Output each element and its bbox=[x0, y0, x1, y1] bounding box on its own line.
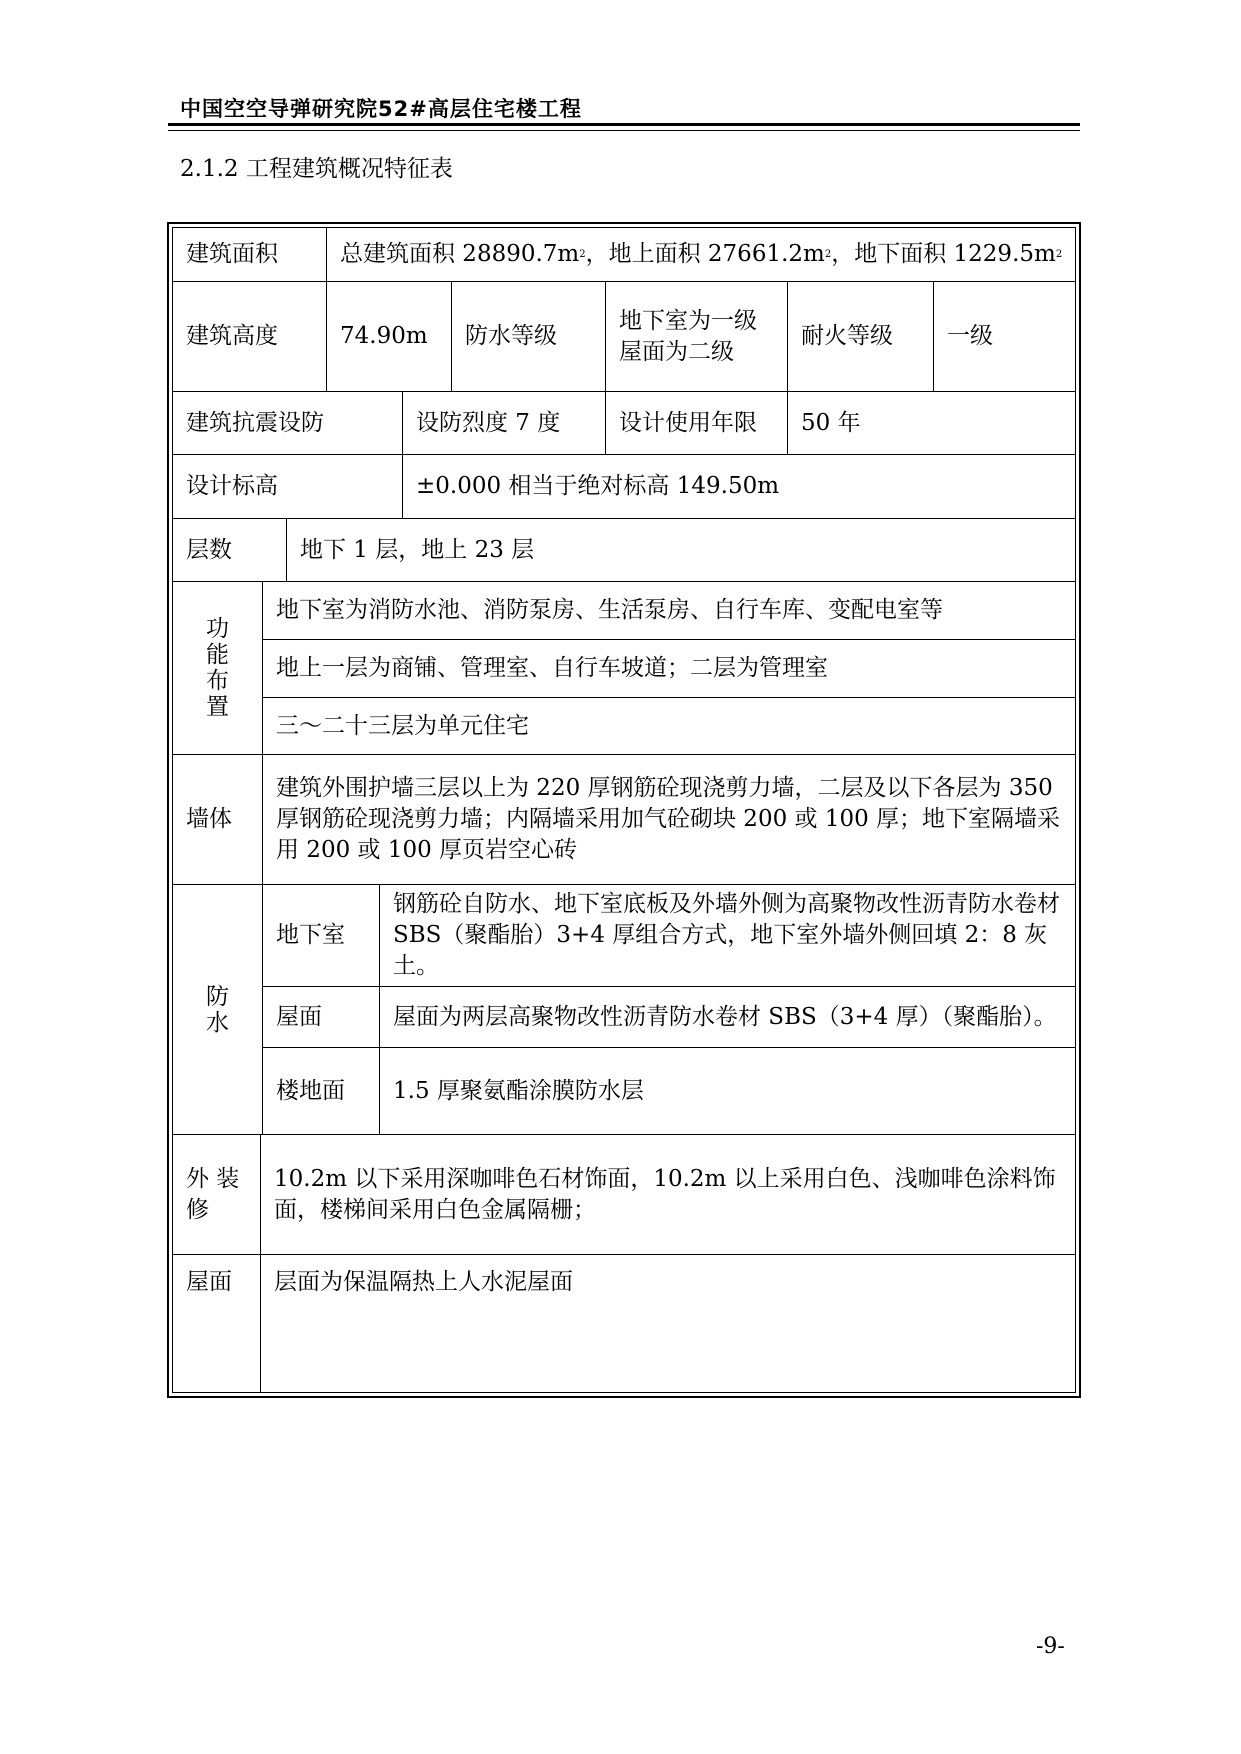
fire-grade-value: 一级 bbox=[933, 281, 1076, 392]
wall-value: 建筑外围护墙三层以上为 220 厚钢筋砼现浇剪力墙，二层及以下各层为 350 厚钢筋砼现浇剪力墙；内隔墙采用加气砼砌块 200 或 100 厚；地下室隔墙采用 200 或 100 厚页岩空心砖 bbox=[262, 754, 1076, 885]
design-life-label: 设计使用年限 bbox=[605, 391, 788, 455]
seismic-label: 建筑抗震设防 bbox=[172, 391, 403, 455]
floors-value: 地下 1 层，地上 23 层 bbox=[286, 518, 1076, 582]
header-rule-thick bbox=[168, 123, 1080, 126]
waterproofing-roof-value: 屋面为两层高聚物改性沥青防水卷材 SBS（3+4 厚）（聚酯胎）。 bbox=[379, 986, 1076, 1048]
wall-label: 墙体 bbox=[172, 754, 263, 885]
waterproofing-basement-label: 地下室 bbox=[262, 884, 380, 987]
facade-label-text: 外 装 修 bbox=[186, 1165, 240, 1223]
facade-value: 10.2m 以下采用深咖啡色石材饰面，10.2m 以上采用白色、浅咖啡色涂料饰面，楼梯间采用白色金属隔栅； bbox=[260, 1134, 1076, 1255]
area-label: 建筑面积 bbox=[172, 227, 327, 282]
seismic-intensity: 设防烈度 7 度 bbox=[402, 391, 606, 455]
area-below: ，地下面积 1229.5m bbox=[831, 241, 1056, 267]
height-label: 建筑高度 bbox=[172, 281, 327, 392]
waterproofing-floor-label: 楼地面 bbox=[262, 1047, 380, 1135]
header-rule-thin bbox=[168, 130, 1080, 131]
height-value: 74.90m bbox=[326, 281, 452, 392]
area-value bbox=[326, 227, 1076, 282]
waterproofing-roof-label: 屋面 bbox=[262, 986, 380, 1048]
area-below-unit-sup: 2 bbox=[1055, 249, 1063, 260]
waterproof-grade-label: 防水等级 bbox=[451, 281, 606, 392]
building-overview-table bbox=[167, 222, 1081, 1398]
waterproof-grade-value: 地下室为一级屋面为二级 bbox=[605, 281, 788, 392]
area-total-unit-sup: 2 bbox=[579, 249, 586, 260]
waterproofing-floor-value: 1.5 厚聚氨酯涂膜防水层 bbox=[379, 1047, 1076, 1135]
elevation-value: ±0.000 相当于绝对标高 149.50m bbox=[402, 454, 1076, 519]
page-number: -9- bbox=[1036, 1634, 1065, 1659]
area-above-unit-sup: 2 bbox=[824, 249, 832, 260]
elevation-label: 设计标高 bbox=[172, 454, 403, 519]
function-row: 三～二十三层为单元住宅 bbox=[262, 697, 1076, 755]
function-row: 地上一层为商铺、管理室、自行车坡道；二层为管理室 bbox=[262, 639, 1076, 698]
waterproofing-basement-value: 钢筋砼自防水、地下室底板及外墙外侧为高聚物改性沥青防水卷材 SBS（聚酯胎）3+4 厚组合方式，地下室外墙外侧回填 2：8 灰土。 bbox=[379, 884, 1076, 987]
waterproofing-label-text: 防水 bbox=[206, 983, 229, 1036]
waterproofing-label bbox=[172, 884, 263, 1135]
document-header-title: 中国空空导弹研究院52#高层住宅楼工程 bbox=[180, 97, 582, 121]
function-row: 地下室为消防水池、消防泵房、生活泵房、自行车库、变配电室等 bbox=[262, 581, 1076, 640]
section-title: 2.1.2 工程建筑概况特征表 bbox=[180, 156, 453, 182]
roof-label: 屋面 bbox=[172, 1254, 261, 1393]
roof-value: 层面为保温隔热上人水泥屋面 bbox=[260, 1254, 1076, 1393]
design-life-value: 50 年 bbox=[787, 391, 1076, 455]
function-layout-label-text: 功能布置 bbox=[206, 616, 229, 720]
facade-label bbox=[172, 1134, 261, 1255]
fire-grade-label: 耐火等级 bbox=[787, 281, 934, 392]
area-above: ，地上面积 27661.2m bbox=[585, 241, 825, 267]
function-layout-label bbox=[172, 581, 263, 755]
area-total: 总建筑面积 28890.7m bbox=[340, 241, 580, 267]
floors-label: 层数 bbox=[172, 518, 287, 582]
